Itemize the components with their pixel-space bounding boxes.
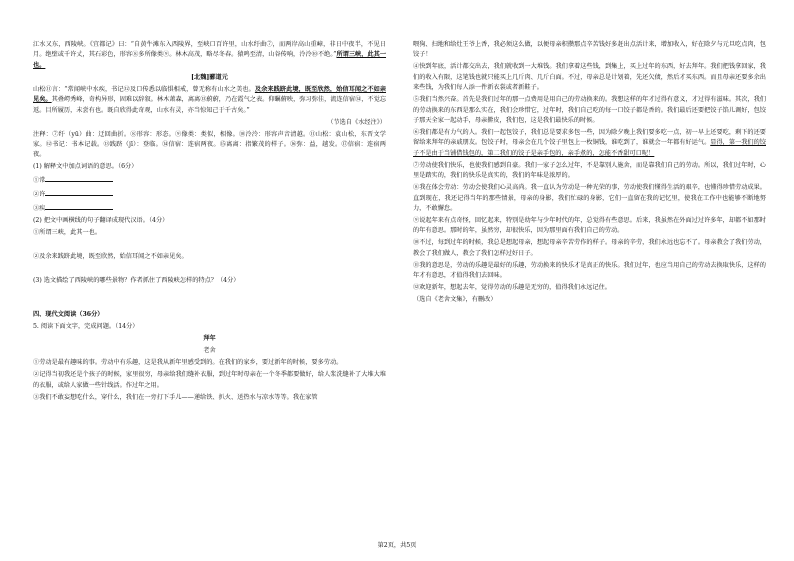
- question-5-heading: 5. 阅读下面文字，完成问题。（14分）: [33, 323, 139, 331]
- question-3: (3) 选文描绘了西陵峡的哪些景物？作者抓住了西陵峡怎样的特点？（4分）: [33, 277, 240, 285]
- article-paragraph-10: ⑩不过，每到过年的时候，我总是想起母亲，想起母亲辛苦劳作的样子。母亲的辛劳，我们永远也忘不了。母亲教会了我们劳动，教会了我们做人，教会了我们怎样过好日子。: [413, 239, 766, 257]
- left-column: [33, 40, 386, 405]
- answer-space-2a[interactable]: [33, 240, 386, 252]
- underlined-sentence-3: 显得，第一我们的饺子不是由于当铺借钱包的，第二我们的饺子是亲手包的，亲手煮的，怎能不香甜可口呢！: [413, 139, 766, 157]
- question-1a: ①常: [33, 174, 386, 186]
- question-1: (1) 解释文中加点词语的意思。（6分）: [33, 163, 138, 171]
- question-2b: ②及余来践跻此境，既至欣然，始信耳闻之不如亲见矣。: [33, 253, 188, 261]
- article-paragraph-3: ③我们不敢妄想吃什么，穿什么，我们在一旁打下手儿——递给铁、扒火、送热水与凉水等等。我在家管: [33, 393, 318, 401]
- answer-space-2b[interactable]: [33, 264, 386, 276]
- question-2: (2) 把文中画横线的句子翻译成现代汉语。（4分）: [33, 217, 169, 225]
- answer-blank-1a[interactable]: [45, 174, 113, 182]
- passage-paragraph-2: 山松⑪言：“常闻峡中水疾，书记⑫及口传悉以临惧相戒，曾无称有山水之美也。及余来践跻此境，既至欣然，始信耳闻之不如亲见矣。其叠崿秀峰，奇构异形，固难以辞叙。林木萧森，离离⑬蔚蔚，乃在霞气之表。仰瞩俯映，弥习弥佳，流连信宿⑭，不觉忘返。目所履历，未尝有也。既自欣得此奇观，山水有灵，亦当惊知己于千古矣。”: [33, 85, 387, 114]
- passage-paragraph-1: 江水又东，西陵峡。《宜都记》曰：“自黄牛滩东入西陵界，至峡口百许里，山水纡曲⑦，而两岸高山重嶂，非日中夜半，不见日月。绝壁或千许丈，其石彩色，形容⑧多所像类⑨。林木高茂，略尽冬春。猿鸣至清，山谷传响，泠泠⑩不绝。”所谓三峡，此其一也。: [33, 41, 387, 69]
- question-1c: ③疾: [33, 202, 386, 214]
- article-paragraph-6: ⑥我们都是有力气的人。我们一起包饺子，我们总是要求多包一些，因为除夕晚上我们要多吃一点，初一早上还要吃，剩下的还要留给来拜年的亲戚朋友。包饺子时，母亲会在几个饺子里包上一枚铜钱，谁吃到了，谁就会一年都有好运气。显得，第一我们的饺子不是由于当铺借钱包的，第二我们的饺子是亲手包的，亲手煮的，怎能不香甜可口呢！: [413, 129, 766, 157]
- page-number: 第2页，共5页: [377, 542, 417, 549]
- passage-source: （节选自《水经注》）: [327, 118, 386, 126]
- answer-blank-1b[interactable]: [45, 188, 113, 196]
- article-paragraph-11: ⑪我的意思是，劳动的乐趣是最好的乐趣，劳动换来的快乐才是真正的快乐。我们过年，也应当用自己的劳动去换取快乐，这样的年才有意思，才值得我们去回味。: [413, 261, 766, 280]
- answer-blank-1c[interactable]: [45, 202, 113, 210]
- right-column: [413, 40, 766, 307]
- underlined-sentence-2: 及余来践跻此境，既至欣然，始信耳闻之不如亲见矣。: [33, 85, 387, 104]
- article-paragraph-8: ⑧我在体会劳动：劳动会使我们心灵高尚。我一直认为劳动是一种光荣的事，劳动使我们懂得生活的艰辛，也懂得珍惜劳动成果。直到现在，我还记得当年的那些情景，母亲的身影，我们忙碌的身影，它们一直留在我的记忆里，使我在工作中也能够不断地努力，不敢懈怠。: [413, 184, 766, 213]
- article-paragraph-4: ④快到年底，活计都交出去，我们就收到一大堆钱。我们拿着这些钱，到集上，买上过年的东西，好去拜年。我们把钱拿回家，我们的收入有限，这笔钱也就只能买上几斤肉、几斤白面。不过，母亲总是计划着，先还欠债，然后才买东西。而且母亲还要多余出来些钱，为我们每人添一件新衣裳或者新鞋子。: [413, 63, 766, 92]
- answer-space-3[interactable]: [33, 288, 386, 310]
- article-title: 拜年: [203, 335, 216, 343]
- passage-notes: 注释：⑦纡（yū）曲：迂回曲折。⑧形容：形态。⑨像类：类似，相像。⑩泠泠：形容声音清越。⑪山松：袁山松，东晋文学家。⑫书记：书本记载。⑬践跻（jī）：登临。⑭信宿：连宿两夜。⑮离离：指繁茂的样子。⑯弥：益，越发。⑰信宿：连宿两夜。: [33, 130, 386, 159]
- article-paragraph-9: ⑨说起年来有点奇怪，回忆起来，特别是幼年与少年时代的年，总觉得有些意思。后来，我虽然在外面过过许多年，却都不如那时的年有意思。那时的年，虽然穷，却很快乐，因为那里面有我们自己的劳动。: [413, 217, 766, 235]
- article-paragraph-1: ①劳动是最有趣味的事。劳动中有乐趣，这是我从新年里感受到的。在我们的家乡，要过新年的时候，要多劳动。: [33, 359, 343, 367]
- question-1b: ②许: [33, 188, 386, 200]
- article-paragraph-5: ⑤我们当然兴奋。首先是我们过年的那一点费用是用自己的劳动换来的。我想这样的年才过得有意义，才过得有滋味。其次，我们的劳动换来的东西是那么实在，我们会珍惜它，过年时，我们自己吃的每一口饺子都是香的。我们最后还要把饺子馅儿调好，包饺子那天全家一起动手，母亲擀皮，我们包，这是我们最快乐的时候。: [413, 96, 766, 125]
- article-paragraph-2: ②记得当初我还是个孩子的时候，家里很穷，母亲给我们缝补衣服，到过年时母亲在一个冬季都要做好，给人浆洗缝补了大堆大堆的衣服，或给人家做一些针线活。作过年之用。: [33, 371, 386, 389]
- article-paragraph-3-cont: 喂狗、扫地和给灶王爷上香，我必须这么做，以便母亲积攒那点辛苦钱好多赶出点活计来，增加收入，好在除夕与元旦吃点肉，包饺子！: [413, 41, 766, 59]
- author-line: [北魏]郦道元: [191, 73, 228, 81]
- underlined-sentence-1: 所谓三峡，此其一也。: [33, 51, 387, 69]
- article-source: （选自《老舍文集》，有删改）: [413, 296, 497, 304]
- section-4-heading: 四、现代文阅读（36分）: [33, 311, 104, 319]
- article-paragraph-12: ⑫欢迎新年，想起去年，觉得劳动的乐趣是无穷的，值得我们永远记住。: [413, 284, 611, 292]
- article-author: 老舍: [203, 347, 216, 355]
- question-2a: ①所谓三峡，此其一也。: [33, 229, 102, 237]
- article-paragraph-7: ⑦劳动使我们快乐，也使我们感到自豪。我们一家子怎么过年，不是靠别人施舍，而是靠我们自己的劳动。所以，我们过年时，心里是踏实的，我们的快乐是真实的，我们的年味是浓厚的。: [413, 161, 766, 180]
